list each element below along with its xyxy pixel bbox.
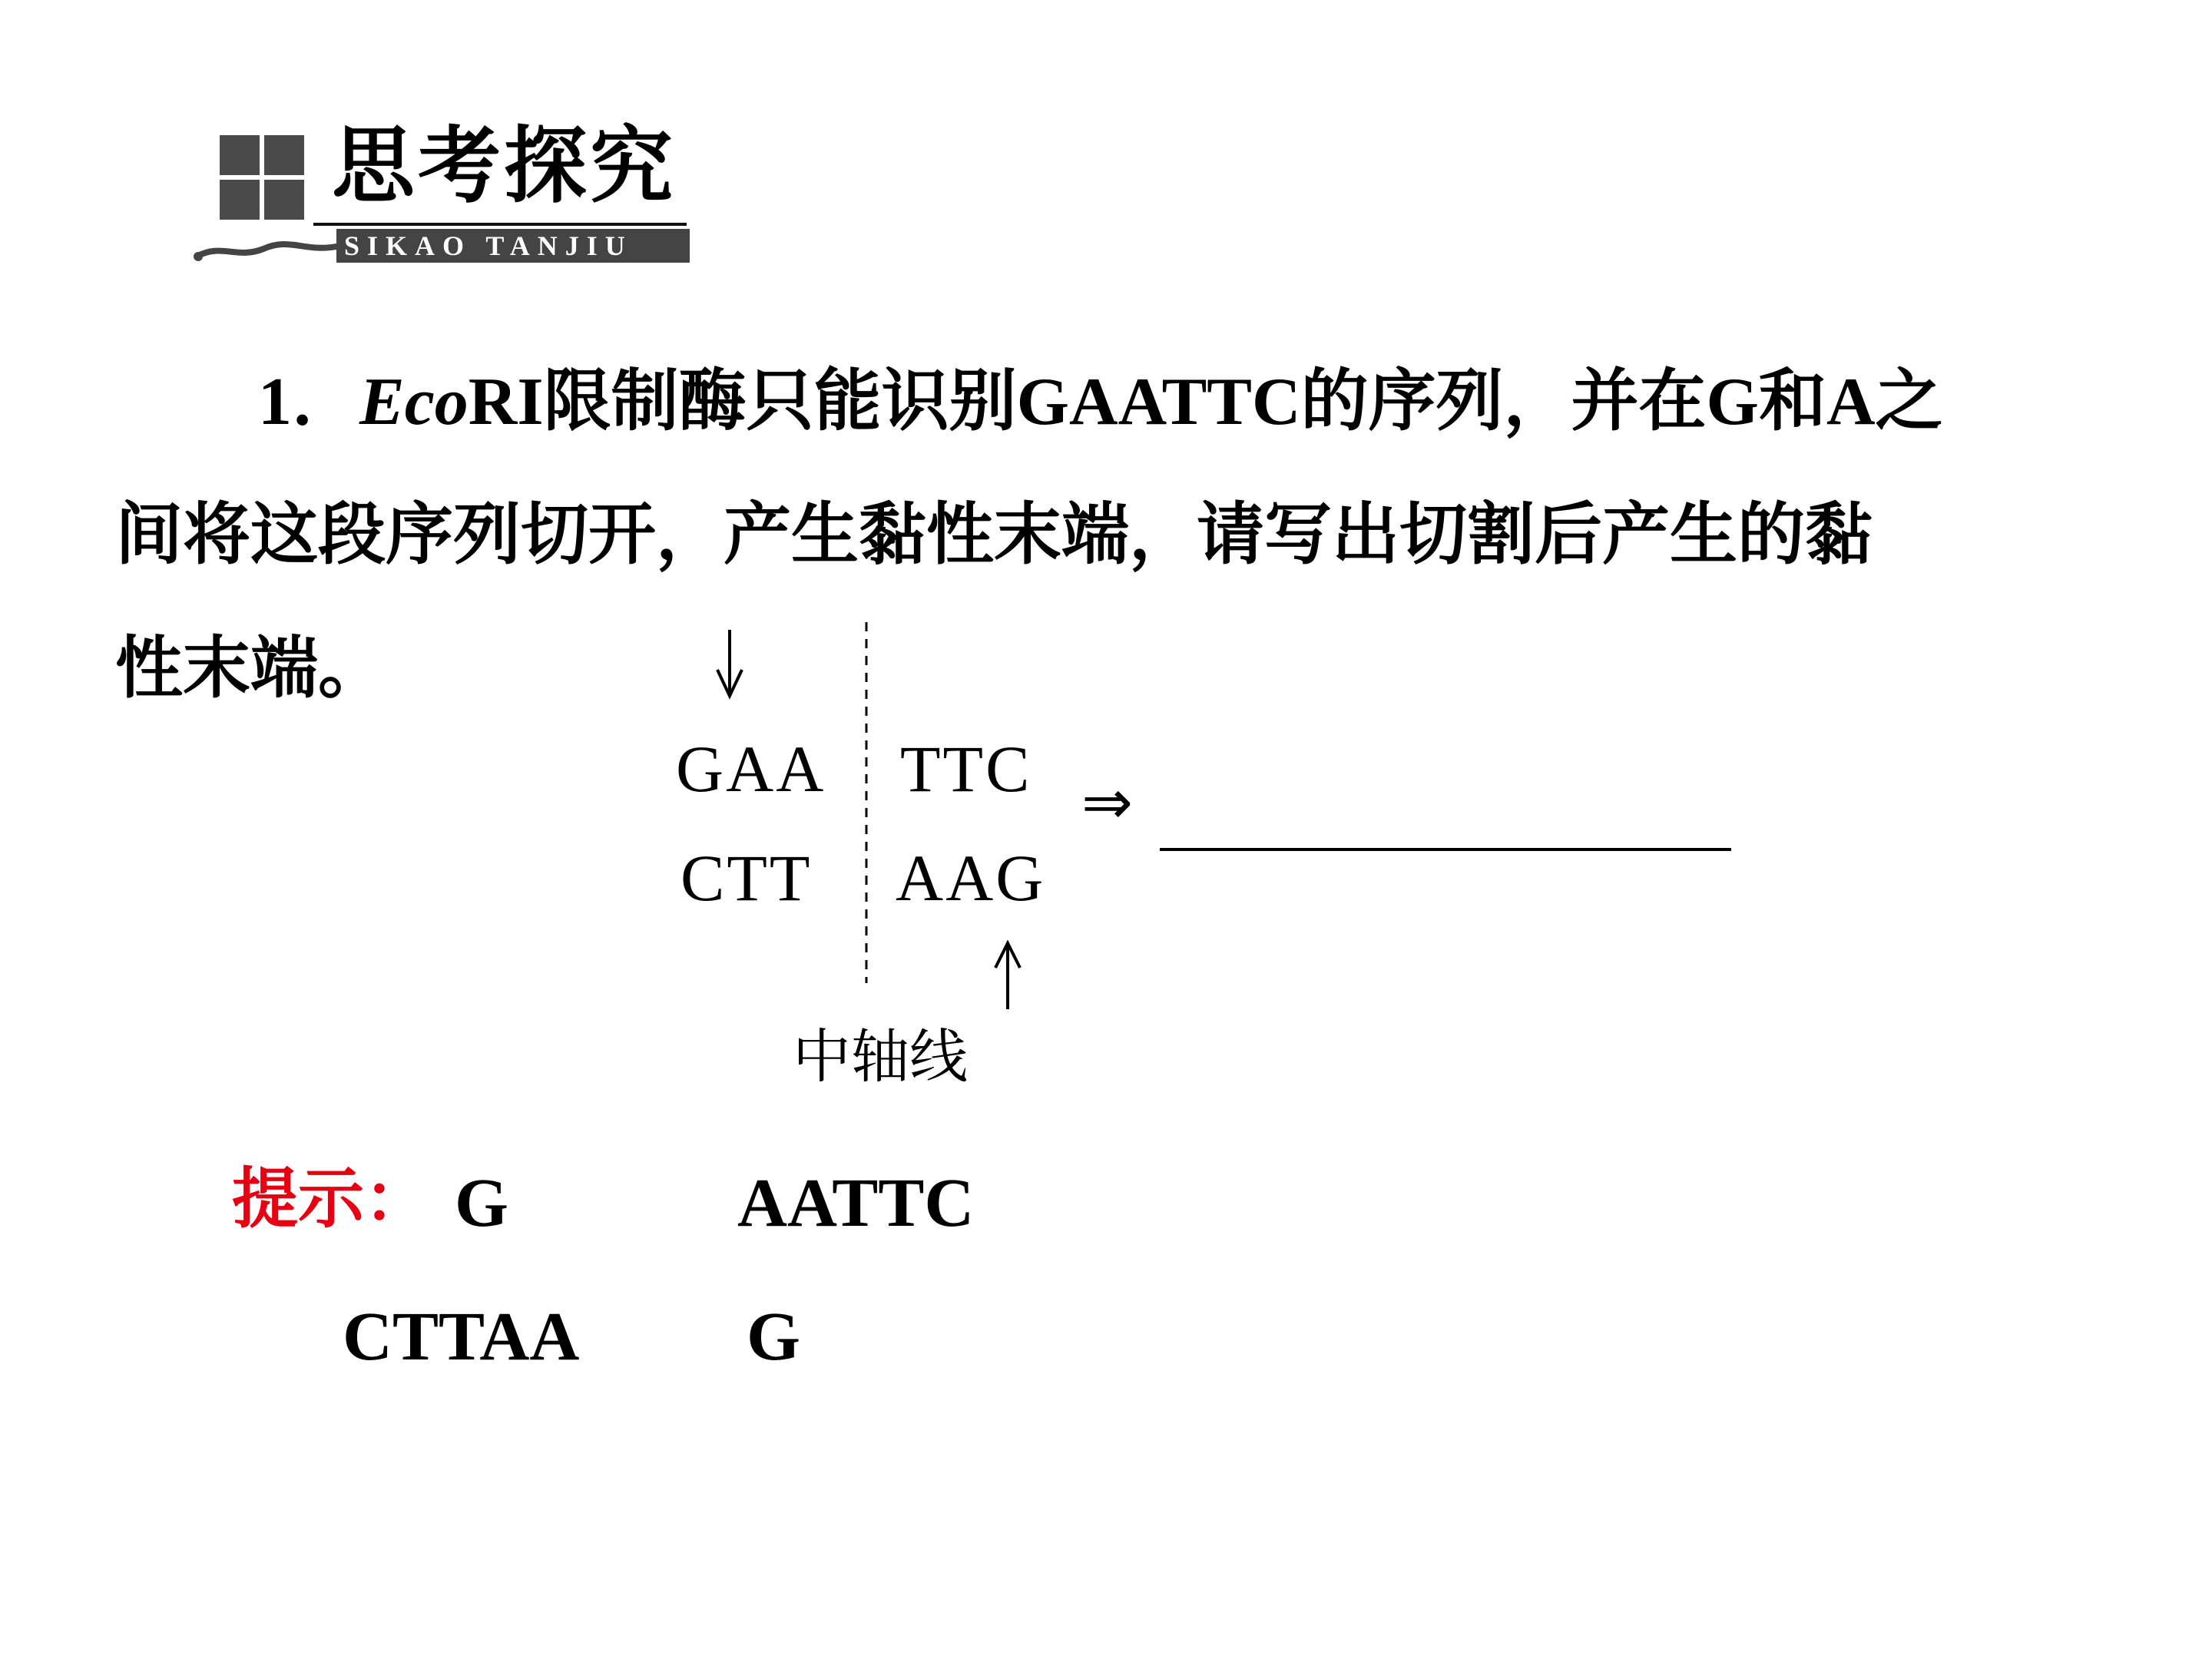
divider (313, 223, 687, 226)
answer-row1-left: G (455, 1165, 509, 1241)
seq-bottom-right: AAG (896, 841, 1046, 915)
answer-row2-left: CTTAA (343, 1299, 580, 1375)
swoosh-icon (190, 220, 344, 266)
enzyme-name-italic: Eco (359, 365, 469, 439)
question-line-1 (258, 365, 2212, 439)
dna-cut-diagram (661, 622, 1767, 1114)
question-number: 1． (258, 365, 360, 439)
seq-bottom-left: CTT (680, 841, 813, 915)
result-arrow-icon: ⇒ (1081, 770, 1136, 837)
grid-icon (220, 135, 304, 220)
seq-top-left: GAA (676, 732, 826, 806)
answer-row1-right: AATTC (737, 1165, 975, 1241)
question-text-1: 限制酶只能识别GAATTC的序列，并在G和A之 (543, 365, 1943, 439)
section-title: 思考探究 (332, 118, 677, 214)
hint-label: 提示： (232, 1161, 430, 1237)
answer-row2-right: G (747, 1299, 801, 1375)
section-logo (190, 118, 697, 273)
seq-top-right: TTC (900, 732, 1032, 806)
enzyme-name-rest: RI (468, 365, 544, 439)
question-line-2: 间将这段序列切开，产生黏性末端，请写出切割后产生的黏 (115, 498, 1873, 573)
section-subtitle: SIKAO TANJIU (336, 229, 690, 263)
axis-label: 中轴线 (793, 1022, 968, 1091)
question-line-3: 性末端。 (115, 632, 386, 707)
